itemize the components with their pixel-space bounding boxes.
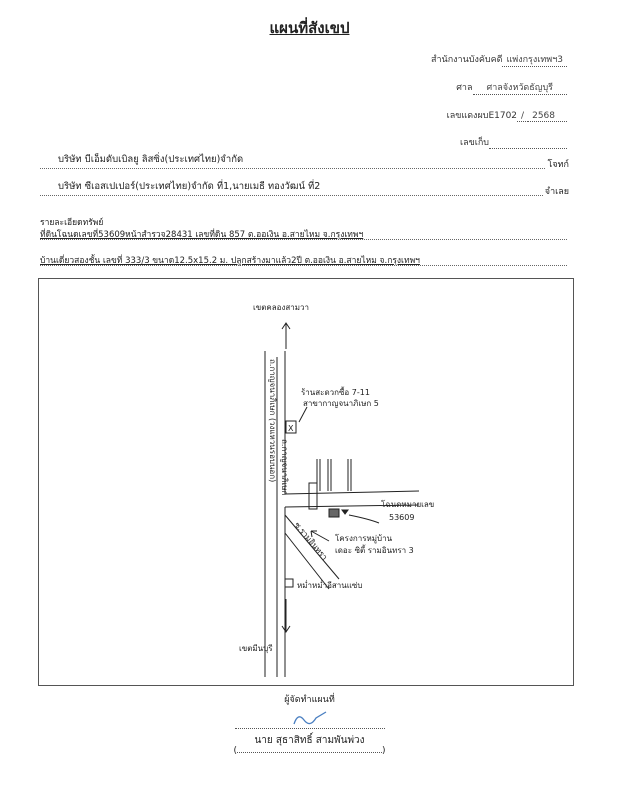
defendant-line <box>40 181 567 196</box>
property-line-1: ที่ดินโฉนดเลขที่53609หน้าสำรวจ28431 เลขที่ดิน 857 ต.ออเงิน อ.สายไหม จ.กรุงเทพฯ <box>40 227 567 240</box>
restaurant-label: หม่ำหม่ำอีสานแซ่บ <box>297 581 363 590</box>
handwritten-signature-icon <box>290 710 330 728</box>
store-711-marker-x: X <box>288 424 294 433</box>
storage-label: เลขเก็บ <box>460 138 489 148</box>
office-value: แพ่งกรุงเทพฯ3 <box>502 52 567 67</box>
south-arrow-icon <box>282 599 290 632</box>
store-711-branch-label: สาขากาญจนาภิเษก 5 <box>303 399 379 408</box>
restaurant-marker <box>285 579 293 587</box>
office-label: สำนักงานบังคับคดี <box>431 55 503 65</box>
red-case-year: 2568 <box>528 111 567 122</box>
plaintiff-role: โจทก์ <box>546 157 570 171</box>
mapmaker-name: นาย สุธาสิทธิ์ สามพันพ่วง <box>254 735 365 746</box>
deed-label: โฉนดหมายเลข <box>381 500 435 509</box>
mapmaker-label: ผู้จัดทำแผนที่ <box>284 695 335 705</box>
red-case-separator: / <box>517 111 528 122</box>
property-plot-marker <box>329 509 339 517</box>
defendant-role: จำเลย <box>543 184 569 198</box>
storage-number-field <box>460 135 567 149</box>
court-value: ศาลจังหวัดธัญบุรี <box>473 80 568 95</box>
plaintiff-line <box>40 154 567 169</box>
red-case-number: เลขแดงผบE1702 <box>446 111 518 121</box>
inner-road-label: ถ.กาญจนาภิเษก <box>280 439 289 496</box>
paren-open: ( <box>233 746 237 756</box>
page-title: แผนที่สังเขป <box>269 19 350 37</box>
paren-close: ) <box>382 746 386 756</box>
deed-number: 53609 <box>389 513 415 522</box>
south-district-label: เขตมีนบุรี <box>239 644 273 653</box>
sketch-map <box>38 278 574 686</box>
court-field <box>456 80 567 95</box>
village-name-label: เดอะ ซิตี้ รามอินทรา 3 <box>335 546 414 555</box>
defendant-name: บริษัท ซีเอสเปเปอร์(ประเทศไทย)จำกัด ที่1,นายเมธี ทองวัฒน์ ที่2 <box>58 181 321 192</box>
village-gate-marker <box>309 483 317 509</box>
village-label: โครงการหมู่บ้าน <box>335 534 393 543</box>
court-label: ศาล <box>456 83 473 93</box>
property-heading: รายละเอียดทรัพย์ <box>40 218 104 228</box>
north-arrow-icon <box>282 323 290 349</box>
north-district-label: เขตคลองสามวา <box>253 303 309 312</box>
plaintiff-name: บริษัท บีเอ็มดับเบิลยู ลิสซิ่ง(ประเทศไทย)จำกัด <box>58 154 244 165</box>
red-case-field <box>447 108 567 122</box>
store-711-label: ร้านสะดวกซื้อ 7-11 <box>301 388 370 397</box>
signature-block <box>0 692 619 756</box>
enforcement-office-field <box>431 52 567 67</box>
diagonal-road-label: ซ.รามอินทรา <box>292 520 330 562</box>
property-line-2: บ้านเดี่ยวสองชั้น เลขที่ 333/3 ขนาด12.5x15.2 ม. ปลูกสร้างมาแล้ว2ปี ต.ออเงิน อ.สายไหม จ.กรุงเทพฯ <box>40 253 567 266</box>
main-road-label: ถ.กาญจนาภิเษก (วงแหวนรอบนอก) <box>268 359 277 483</box>
signature-mark <box>0 706 619 728</box>
